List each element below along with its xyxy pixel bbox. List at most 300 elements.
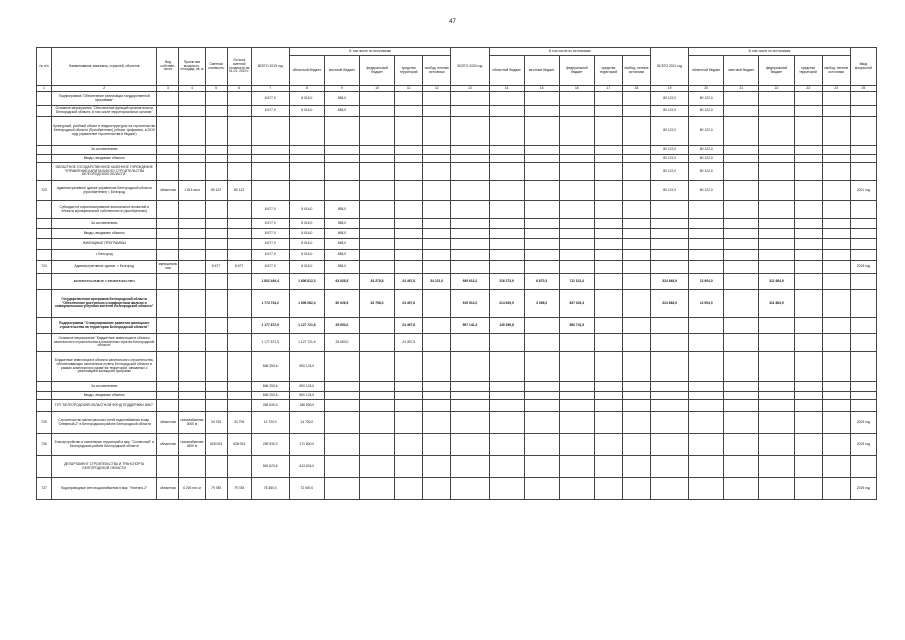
row-number: 724 [37, 261, 52, 274]
row-total-2019 [251, 163, 289, 181]
row-total-2019: 8 677,0 [251, 106, 289, 117]
row-2021-source-1 [689, 334, 724, 352]
row-2020-source-4 [594, 392, 622, 400]
row-2021-source-3 [759, 318, 794, 334]
row-2020-source-3 [559, 434, 594, 456]
row-2019-source-4 [395, 229, 423, 239]
row-total-2020 [451, 106, 489, 117]
row-number [37, 229, 52, 239]
row-name: Основное мероприятие "Обеспечение функций органов власти Белгородской области, в том числе территориальных органов" [52, 106, 157, 117]
row-2020-source-5 [622, 334, 650, 352]
row-2021-source-4 [794, 274, 822, 290]
row-2020-source-5 [622, 181, 650, 201]
row-2020-source-3 [559, 146, 594, 155]
row-remaining [227, 146, 251, 155]
row-2019-source-1 [289, 155, 324, 163]
row-capacity [179, 229, 205, 239]
row-2021-source-5 [822, 92, 850, 106]
row-name: Благоустройство и озеленение территорий в мкр. "Солнечный" в Белгородском районе Белгородской области [52, 434, 157, 456]
row-2021-source-4 [794, 219, 822, 229]
row-2020-source-5 [622, 400, 650, 412]
header-total-2019: ВСЕГО 2019 год [251, 48, 289, 86]
row-2020-source-3 [559, 229, 594, 239]
row-2020-source-1 [489, 239, 524, 250]
row-2019-source-1: 1 127 721,6 [289, 318, 324, 334]
row-2021-source-3 [759, 334, 794, 352]
column-number: 2 [52, 86, 157, 92]
row-form [157, 400, 179, 412]
row-2021-source-4 [794, 92, 822, 106]
row-total-2021: 80 122,0 [651, 117, 689, 146]
row-number [37, 250, 52, 261]
row-2021-source-3: 311 664,9 [759, 290, 794, 318]
column-number: 18 [622, 86, 650, 92]
row-2020-source-1 [489, 163, 524, 181]
row-2020-source-2 [524, 229, 559, 239]
row-name: Подпрограмма "Стимулирование развития жилищного строительства на территории Белгородской области" [52, 318, 157, 334]
row-cost [205, 250, 227, 261]
table-row [37, 434, 877, 456]
row-2020-source-1 [489, 146, 524, 155]
row-total-2020 [451, 219, 489, 229]
row-2021-source-2 [724, 434, 759, 456]
row-year [850, 229, 876, 239]
row-2021-source-5 [822, 261, 850, 274]
row-2021-source-1: 80 122,0 [689, 146, 724, 155]
row-name: Водопроводные сети водоснабжения в мкр. "Улитино-2" [52, 478, 157, 500]
table-row [37, 92, 877, 106]
row-2021-source-2 [724, 392, 759, 400]
row-total-2020 [451, 250, 489, 261]
row-total-2019: 8 677,0 [251, 239, 289, 250]
row-number [37, 239, 52, 250]
row-total-2020 [451, 392, 489, 400]
row-2019-source-3 [360, 478, 395, 500]
row-2020-source-2 [524, 412, 559, 434]
row-number [37, 318, 52, 334]
row-name: Государственная программа Белгородской области "Обеспечение доступным и комфортным жильем и коммунальными услугами жителей Белгородской области" [52, 290, 157, 318]
row-2019-source-3 [360, 400, 395, 412]
row-2021-source-2 [724, 478, 759, 500]
row-2020-source-4 [594, 92, 622, 106]
row-number [37, 392, 52, 400]
row-2021-source-3 [759, 155, 794, 163]
row-form [157, 318, 179, 334]
row-2019-source-3: 62 758,3 [360, 290, 395, 318]
row-2020-source-5 [622, 274, 650, 290]
row-form [157, 274, 179, 290]
row-2020-source-3 [559, 352, 594, 382]
row-2021-source-5 [822, 478, 850, 500]
row-2020-source-1: 145 399,8 [489, 318, 524, 334]
row-2020-source-2: 6 670,3 [524, 274, 559, 290]
table-row [37, 274, 877, 290]
row-2021-source-5 [822, 201, 850, 219]
row-2019-source-4 [395, 92, 423, 106]
row-2019-source-4 [395, 250, 423, 261]
row-2020-source-4 [594, 334, 622, 352]
row-name: Вводы, вводимые объекты [52, 229, 157, 239]
row-2019-source-3 [360, 163, 395, 181]
row-name: ГУП "БЕЛГОРОДСКИЙ ОБЛАСТНОЙ ФОНД ПОДДЕРЖКИ ИЖС" [52, 400, 157, 412]
row-number [37, 155, 52, 163]
row-capacity [179, 106, 205, 117]
row-total-2020 [451, 456, 489, 478]
table-row [37, 163, 877, 181]
row-2021-source-2 [724, 250, 759, 261]
column-number: 11 [395, 86, 423, 92]
row-remaining [227, 318, 251, 334]
row-2019-source-4 [395, 261, 423, 274]
row-name: Вводы, вводимые объекты [52, 155, 157, 163]
header-total-2020: ВСЕГО 2020 год [451, 48, 489, 86]
row-year [850, 155, 876, 163]
row-2019-source-2 [324, 382, 359, 392]
row-2019-source-5 [423, 92, 451, 106]
row-2021-source-5 [822, 117, 850, 146]
row-cost [205, 392, 227, 400]
row-total-2019: 14 700,0 [251, 412, 289, 434]
row-capacity [179, 318, 205, 334]
row-2020-source-2 [524, 318, 559, 334]
row-2021-source-5 [822, 181, 850, 201]
row-2021-source-1 [689, 434, 724, 456]
row-year [850, 201, 876, 219]
row-total-2019: 1 802 449,4 [251, 274, 289, 290]
row-total-2019: 1 774 734,2 [251, 290, 289, 318]
row-2019-source-3 [360, 456, 395, 478]
row-2020-source-2 [524, 239, 559, 250]
row-total-2020 [451, 478, 489, 500]
row-2019-source-2 [324, 478, 359, 500]
row-cost [205, 274, 227, 290]
row-2020-source-2 [524, 92, 559, 106]
row-2021-source-4 [794, 382, 822, 392]
header-source-2019-1: областной бюджет [289, 56, 324, 86]
row-2020-source-4 [594, 250, 622, 261]
row-year [850, 163, 876, 181]
row-2021-source-1 [689, 400, 724, 412]
row-name: За составлением [52, 219, 157, 229]
row-2020-source-4 [594, 261, 622, 274]
row-2020-source-1 [489, 219, 524, 229]
row-2019-source-5 [423, 434, 451, 456]
row-2019-source-5 [423, 334, 451, 352]
row-2021-source-2 [724, 229, 759, 239]
row-total-2021: 80 122,0 [651, 181, 689, 201]
row-2021-source-2 [724, 181, 759, 201]
row-2021-source-1 [689, 412, 724, 434]
row-2020-source-2 [524, 155, 559, 163]
row-cost [205, 229, 227, 239]
row-2019-source-5 [423, 106, 451, 117]
row-2019-source-1: 72 500,0 [289, 478, 324, 500]
row-form [157, 155, 179, 163]
row-2020-source-4 [594, 229, 622, 239]
header-group-2019: В том числе по источникам [289, 48, 451, 56]
row-2020-source-1: 214 629,9 [489, 290, 524, 318]
row-total-2020 [451, 146, 489, 155]
row-total-2020 [451, 261, 489, 274]
row-2020-source-3 [559, 201, 594, 219]
row-total-2019: 8 677,0 [251, 229, 289, 239]
column-number: 20 [689, 86, 724, 92]
row-2020-source-2 [524, 146, 559, 155]
column-number: 14 [489, 86, 524, 92]
row-cost [205, 382, 227, 392]
row-form [157, 92, 179, 106]
row-2019-source-5 [423, 456, 451, 478]
row-capacity [179, 382, 205, 392]
header-name: Наименование заказчика, отраслей, объектов [52, 48, 157, 86]
row-2021-source-2 [724, 146, 759, 155]
row-2021-source-1 [689, 352, 724, 382]
row-number [37, 334, 52, 352]
column-number: 17 [594, 86, 622, 92]
table-row [37, 229, 877, 239]
row-cost [205, 334, 227, 352]
table-row [37, 456, 877, 478]
row-2019-source-5 [423, 146, 451, 155]
row-remaining [227, 201, 251, 219]
row-remaining [227, 106, 251, 117]
row-remaining [227, 219, 251, 229]
row-2021-source-2 [724, 352, 759, 382]
row-2021-source-3 [759, 250, 794, 261]
row-cost [205, 456, 227, 478]
row-2020-source-5 [622, 412, 650, 434]
row-cost: 34 705 [205, 412, 227, 434]
row-2020-source-2 [524, 181, 559, 201]
row-2019-source-4: 24 497,8 [395, 290, 423, 318]
row-2020-source-1 [489, 434, 524, 456]
row-number [37, 382, 52, 392]
row-2021-source-2 [724, 456, 759, 478]
row-total-2021 [651, 456, 689, 478]
row-2020-source-1 [489, 229, 524, 239]
row-2019-source-2: 658,0 [324, 92, 359, 106]
row-2019-source-3 [360, 318, 395, 334]
row-2020-source-3 [559, 456, 594, 478]
row-total-2019: 8 677,0 [251, 250, 289, 261]
row-remaining [227, 456, 251, 478]
row-2020-source-2 [524, 106, 559, 117]
row-2019-source-4 [395, 181, 423, 201]
table-row [37, 250, 877, 261]
row-total-2021 [651, 434, 689, 456]
row-2019-source-2 [324, 412, 359, 434]
header-source-2019-3: федеральный бюджет [360, 56, 395, 86]
row-number: 723 [37, 181, 52, 201]
row-2020-source-2 [524, 219, 559, 229]
row-year [850, 382, 876, 392]
row-2019-source-1 [289, 163, 324, 181]
row-2020-source-1 [489, 181, 524, 201]
header-form: Вид собствен- ности [157, 48, 179, 86]
row-2019-source-4 [395, 392, 423, 400]
row-2020-source-1 [489, 478, 524, 500]
row-number [37, 456, 52, 478]
row-year [850, 400, 876, 412]
row-cost [205, 219, 227, 229]
column-number: 13 [451, 86, 489, 92]
row-2020-source-3 [559, 382, 594, 392]
header-total-2021: ВСЕГО 2021 год [651, 48, 689, 86]
row-2021-source-3 [759, 106, 794, 117]
row-2020-source-1 [489, 400, 524, 412]
row-total-2020 [451, 412, 489, 434]
row-2021-source-5 [822, 155, 850, 163]
row-2019-source-3 [360, 155, 395, 163]
row-name: Субсидии на софинансирование капитальных вложений в объекты муниципальной собственности (приобретение) [52, 201, 157, 219]
row-total-2020 [451, 400, 489, 412]
row-remaining [227, 163, 251, 181]
row-2019-source-1: 8 016,0 [289, 239, 324, 250]
row-2020-source-4 [594, 434, 622, 456]
row-total-2020 [451, 334, 489, 352]
row-2020-source-2 [524, 201, 559, 219]
header-source-2020-1: областной бюджет [489, 56, 524, 86]
column-number: 9 [324, 86, 359, 92]
row-2021-source-3 [759, 434, 794, 456]
row-name: Бюджетные инвестиции в объекты капитального строительства, обеспечивающих населенные пункты Белгородской области в рамках комплексного развития территорий, связанных с реализацией жилищных программ [52, 352, 157, 382]
row-number: 726 [37, 434, 52, 456]
column-number: 6 [227, 86, 251, 92]
header-source-2020-5: свобод- ненные источники [622, 56, 650, 86]
row-2020-source-1 [489, 155, 524, 163]
row-remaining [227, 117, 251, 146]
row-2020-source-1 [489, 382, 524, 392]
row-2020-source-1 [489, 456, 524, 478]
row-2021-source-1: 80 122,0 [689, 181, 724, 201]
row-2019-source-3 [360, 201, 395, 219]
row-2021-source-2 [724, 163, 759, 181]
row-name: Подпрограмма "Обеспечение реализации государственной программы" [52, 92, 157, 106]
row-2019-source-3 [360, 352, 395, 382]
row-cost [205, 117, 227, 146]
row-2020-source-4 [594, 106, 622, 117]
row-2021-source-2 [724, 155, 759, 163]
row-2019-source-4 [395, 382, 423, 392]
row-2021-source-3 [759, 92, 794, 106]
row-2021-source-5 [822, 239, 850, 250]
row-2020-source-3 [559, 261, 594, 274]
row-cost [205, 92, 227, 106]
header-group-2021: В том числе по источникам [689, 48, 851, 56]
row-capacity [179, 155, 205, 163]
row-2019-source-2: 658,0 [324, 250, 359, 261]
row-total-2020 [451, 239, 489, 250]
row-year [850, 392, 876, 400]
row-2020-source-5 [622, 290, 650, 318]
row-2019-source-5 [423, 239, 451, 250]
table-row [37, 290, 877, 318]
row-total-2019: 1 177 872,9 [251, 318, 289, 334]
row-2020-source-4 [594, 201, 622, 219]
row-cost [205, 146, 227, 155]
row-2019-source-4 [395, 163, 423, 181]
table-row [37, 117, 877, 146]
column-number: 16 [559, 86, 594, 92]
row-form [157, 392, 179, 400]
row-2019-source-5 [423, 250, 451, 261]
row-form [157, 239, 179, 250]
row-total-2021: 80 122,0 [651, 155, 689, 163]
row-2021-source-4 [794, 229, 822, 239]
row-2019-source-4 [395, 201, 423, 219]
row-2021-source-4 [794, 146, 822, 155]
row-2021-source-3 [759, 392, 794, 400]
row-capacity: газоснабжение 3000 м [179, 412, 205, 434]
row-2020-source-5 [622, 229, 650, 239]
row-2019-source-3 [360, 106, 395, 117]
row-year: 2019 год [850, 261, 876, 274]
row-2019-source-4 [395, 434, 423, 456]
row-capacity [179, 201, 205, 219]
row-2019-source-5 [423, 290, 451, 318]
row-year [850, 117, 876, 146]
row-2019-source-1 [289, 181, 324, 201]
row-name: Основное мероприятие "Бюджетные инвестиции в объекты капитального строительства в населенных пунктах Белгородской области" [52, 334, 157, 352]
row-2019-source-1 [289, 146, 324, 155]
row-total-2019: 284 630,0 [251, 400, 289, 412]
row-2021-source-4 [794, 334, 822, 352]
row-2020-source-1 [489, 250, 524, 261]
row-2019-source-3 [360, 239, 395, 250]
row-total-2021: 324 648,9 [651, 274, 689, 290]
row-name: Административное здание управления Белгородской области (приобретение) г. Белгород [52, 181, 157, 201]
row-2020-source-3: 711 101,4 [559, 274, 594, 290]
row-2020-source-4 [594, 274, 622, 290]
row-number [37, 146, 52, 155]
row-2020-source-2 [524, 434, 559, 456]
row-2021-source-3 [759, 117, 794, 146]
row-2021-source-5 [822, 400, 850, 412]
row-2021-source-2 [724, 290, 759, 318]
row-name: г. Белгород [52, 250, 157, 261]
row-2021-source-2 [724, 261, 759, 274]
column-number: 4 [179, 86, 205, 92]
column-number: 12 [423, 86, 451, 92]
row-total-2020 [451, 117, 489, 146]
row-2021-source-1 [689, 261, 724, 274]
header-num: № п/п [37, 48, 52, 86]
row-form [157, 201, 179, 219]
row-2019-source-2: 658,0 [324, 239, 359, 250]
row-number: 725 [37, 412, 52, 434]
row-2021-source-3: 311 664,9 [759, 274, 794, 290]
row-2019-source-2: 658,0 [324, 219, 359, 229]
row-year: 2019 год [850, 434, 876, 456]
row-total-2021: 80 122,0 [651, 146, 689, 155]
row-2021-source-5 [822, 274, 850, 290]
row-2020-source-5 [622, 478, 650, 500]
row-remaining [227, 239, 251, 250]
row-2021-source-3 [759, 219, 794, 229]
row-form [157, 146, 179, 155]
column-number: 23 [794, 86, 822, 92]
row-2019-source-3 [360, 412, 395, 434]
row-form [157, 117, 179, 146]
row-2021-source-2 [724, 201, 759, 219]
row-2021-source-4 [794, 412, 822, 434]
header-source-2019-5: свобод- ненные источники [423, 56, 451, 86]
row-2021-source-3 [759, 456, 794, 478]
row-capacity: 6 200 пог. м [179, 478, 205, 500]
row-2019-source-2 [324, 352, 359, 382]
header-source-2021-3: федеральный бюджет [759, 56, 794, 86]
row-2019-source-4: 24 497,8 [395, 334, 423, 352]
